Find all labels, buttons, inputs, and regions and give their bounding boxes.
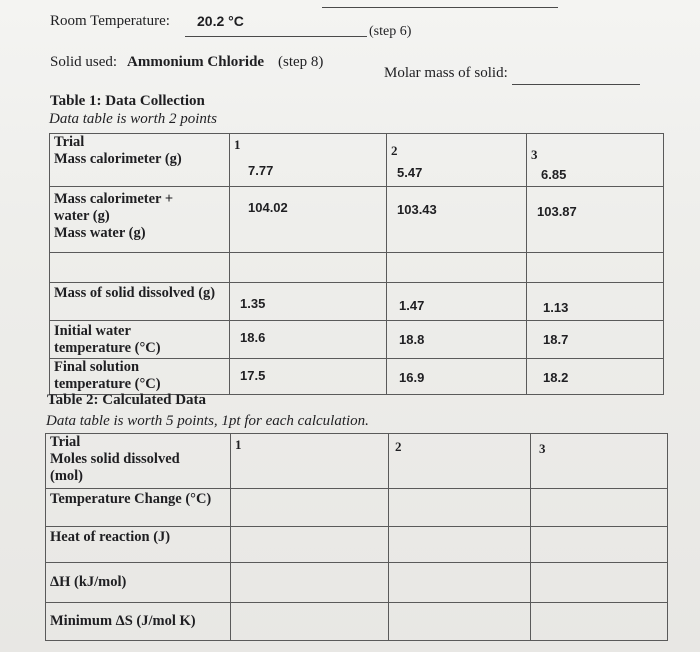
table-cell (527, 359, 664, 395)
trial-number: 1 (235, 437, 242, 452)
row-label: Mass calorimeter + water (g) Mass water (g) (50, 187, 230, 253)
table-cell (387, 134, 527, 187)
table-cell (230, 187, 387, 253)
cell-value: 16.9 (399, 370, 425, 385)
cell-value: 17.5 (240, 368, 266, 383)
table-row (50, 283, 664, 321)
table-cell (531, 434, 668, 489)
row-label (50, 253, 230, 283)
cell-value: 5.47 (397, 165, 423, 180)
trial-number: 2 (395, 439, 402, 454)
table-row (50, 359, 664, 395)
cell-value: 1.35 (240, 296, 266, 311)
table-cell (231, 434, 389, 489)
table-cell (389, 563, 531, 603)
molar-mass-underline (512, 84, 640, 85)
data-collection-table (49, 133, 664, 395)
table-row (50, 253, 664, 283)
table-cell (230, 134, 387, 187)
cell-value: 104.02 (248, 200, 288, 215)
table-row (50, 321, 664, 359)
table-cell (231, 489, 389, 527)
cell-value: 1.47 (399, 298, 425, 313)
table-cell (387, 283, 527, 321)
row-label: Trial Mass calorimeter (g) (50, 134, 230, 187)
table2-title: Table 2: Calculated Data (47, 392, 207, 408)
cell-value: 6.85 (541, 167, 567, 182)
solid-used-label: Solid used: (50, 54, 118, 70)
row-label: Temperature Change (°C) (46, 489, 231, 527)
table-cell (387, 187, 527, 253)
table-cell (531, 603, 668, 641)
row-label: Initial water temperature (°C) (50, 321, 230, 359)
table-cell (531, 489, 668, 527)
table-cell (527, 187, 664, 253)
table-row (46, 603, 668, 641)
row-label: Mass of solid dissolved (g) (50, 283, 230, 321)
table-row (46, 489, 668, 527)
cell-value: 18.7 (543, 332, 569, 347)
table-cell (230, 283, 387, 321)
table-cell (389, 603, 531, 641)
cell-value: 7.77 (248, 163, 274, 178)
trial-number: 1 (234, 137, 241, 152)
table-cell (527, 321, 664, 359)
table-cell (527, 253, 664, 283)
table-row (46, 434, 668, 489)
table-row (46, 563, 668, 603)
cell-value: 18.2 (543, 370, 569, 385)
cell-value: 18.6 (240, 330, 266, 345)
table-cell (230, 253, 387, 283)
table-row (50, 134, 664, 187)
room-temp-step: (step 6) (369, 24, 412, 39)
row-label: Trial Moles solid dissolved (mol) (46, 434, 231, 489)
table-cell (231, 527, 389, 563)
table-cell (531, 563, 668, 603)
table-cell (387, 321, 527, 359)
trial-number: 3 (531, 147, 538, 162)
table-cell (387, 253, 527, 283)
table-cell (389, 527, 531, 563)
room-temp-underline (185, 36, 367, 37)
top-rule (322, 7, 558, 8)
trial-number: 3 (539, 441, 546, 456)
cell-value: 1.13 (543, 300, 569, 315)
table-cell (231, 603, 389, 641)
row-label: Minimum ΔS (J/mol K) (46, 603, 231, 641)
table-row (46, 527, 668, 563)
trial-number: 2 (391, 143, 398, 158)
cell-value: 18.8 (399, 332, 425, 347)
molar-mass-label: Molar mass of solid: (384, 65, 508, 81)
row-label: Heat of reaction (J) (46, 527, 231, 563)
table2-subtitle: Data table is worth 5 points, 1pt for each calculation. (46, 413, 369, 429)
table-row (50, 187, 664, 253)
table1-subtitle: Data table is worth 2 points (49, 111, 217, 127)
room-temp-label: Room Temperature: (50, 13, 170, 29)
table-cell (231, 563, 389, 603)
table-cell (531, 527, 668, 563)
cell-value: 103.43 (397, 202, 437, 217)
calculated-data-table (45, 433, 668, 641)
solid-used-step: (step 8) (278, 54, 324, 70)
table-cell (389, 434, 531, 489)
room-temp-value: 20.2 °C (197, 13, 244, 29)
cell-value: 103.87 (537, 204, 577, 219)
table-cell (389, 489, 531, 527)
table-cell (230, 359, 387, 395)
table1-title: Table 1: Data Collection (50, 93, 205, 109)
table-cell (387, 359, 527, 395)
table-cell (230, 321, 387, 359)
row-label: ΔH (kJ/mol) (46, 563, 231, 603)
row-label: Final solution temperature (°C) (50, 359, 230, 395)
table-cell (527, 134, 664, 187)
table-cell (527, 283, 664, 321)
solid-used-value: Ammonium Chloride (127, 54, 265, 70)
